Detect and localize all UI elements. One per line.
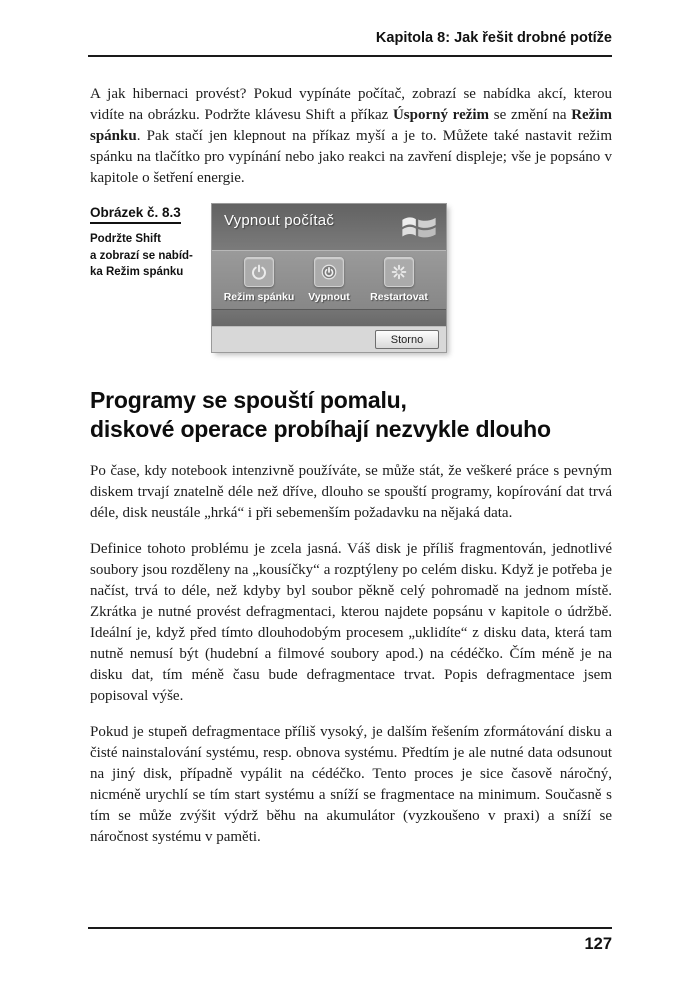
section-heading <box>90 386 612 444</box>
intro-text-1: A jak hibernaci provést? Pokud vypínáte počítač, zobrazí se nabídka akcí, kterou vidíte na obrázku. Podržte klávesu Shift a příkaz <box>90 86 612 123</box>
figure-label: Obrázek č. 8.3 <box>90 205 181 224</box>
figure-caption-block <box>90 204 200 281</box>
dialog-header <box>212 204 446 250</box>
running-header <box>88 30 612 57</box>
dialog-footer <box>212 326 446 352</box>
bold-usporny-rezim: Úsporný režim <box>392 107 490 123</box>
figure-caption-line: a zobrazí se nabíd- <box>90 249 193 262</box>
power-off-icon <box>314 257 344 287</box>
windows-logo-icon <box>400 212 438 242</box>
body-paragraph-1: Po čase, kdy notebook intenzivně používáte, se může stát, že veškeré práce s pevným diskem trvají znatelně déle než dříve, dlouho se spouští programy, kopírování dat trvá déle, disk neustále „hrká“ i při sebemenším požadavku na nějaká data. <box>90 462 612 521</box>
figure-8-3 <box>90 204 612 352</box>
section-heading-line-1: Programy se spouští pomalu, <box>90 387 407 413</box>
standby-button <box>224 257 294 303</box>
figure-caption-line: Podržte Shift <box>90 233 161 245</box>
restart-button-label: Restartovat <box>370 291 428 303</box>
storno-button: Storno <box>375 330 439 349</box>
dialog-title: Vypnout počítač <box>224 212 335 229</box>
figure-caption-line: ka Režim spánku <box>90 266 184 279</box>
dialog-spacer <box>212 310 446 326</box>
page-number: 127 <box>584 935 612 953</box>
section-heading-line-2: diskové operace probíhají nezvykle dlouho <box>90 415 551 442</box>
intro-text-2: se změní na <box>489 107 572 123</box>
page-footer <box>88 927 612 954</box>
restart-button <box>364 257 434 303</box>
bold-rezim-spanku: Režim spánku <box>90 107 612 144</box>
standby-icon <box>244 257 274 287</box>
intro-text-3: . Pak stačí jen klepnout na příkaz myší a je to. Můžete také nastavit režim spánku na tlačítko pro vypínání nebo jako reakci na zavření displeje; vše je popsáno v kapitole o šetření energie. <box>90 128 612 186</box>
restart-icon <box>384 257 414 287</box>
standby-button-label: Režim spánku <box>223 291 295 303</box>
body-paragraph-3: Pokud je stupeň defragmentace příliš vysoký, je dalším řešením zformátování disku a čisté nainstalování systému, resp. obnova systému. Předtím je ale nutné data odsunout na jiný disk, případně vypálit na cédéčko. Tento proces je sice časově náročný, nicméně urychlí se tím start systému a sníží se fragmentace na minimum. Současně s tím se může zvýšit výdrž běhu na akumulátor (vyzkoušeno v praxi) a sníží se náročnost systému v paměti. <box>90 723 612 845</box>
body-paragraph-2: Definice tohoto problému je zcela jasná. Váš disk je příliš fragmentován, jednotlivé soubory jsou rozděleny na „kousíčky“ a rozptýleny po celém disku. Když je potřeba je načíst, trvá to déle, než kdyby byl soubor pěkně celý pohromadě na jednom místě. Zkrátka je nutné provést defragmentaci, kterou najdete popsánu v kapitole o údržbě. Ideální je, když před tímto dlouhodobým procesem „uklidíte“ z disku data, která tam nutně nemusí být (hudební a filmové soubory apod.) na cédéčko. Čím méně je na disku dat, tím méně času bude defragmentace trvat. Popis defragmentace jsem popisoval výše. <box>90 540 612 704</box>
shutdown-dialog-image <box>212 204 446 352</box>
turn-off-button <box>294 257 364 303</box>
page-content <box>90 84 612 863</box>
chapter-title: Kapitola 8: Jak řešit drobné potíže <box>375 30 612 46</box>
dialog-buttons-row <box>212 250 446 310</box>
turn-off-button-label: Vypnout <box>308 291 350 303</box>
intro-paragraph <box>90 84 612 189</box>
